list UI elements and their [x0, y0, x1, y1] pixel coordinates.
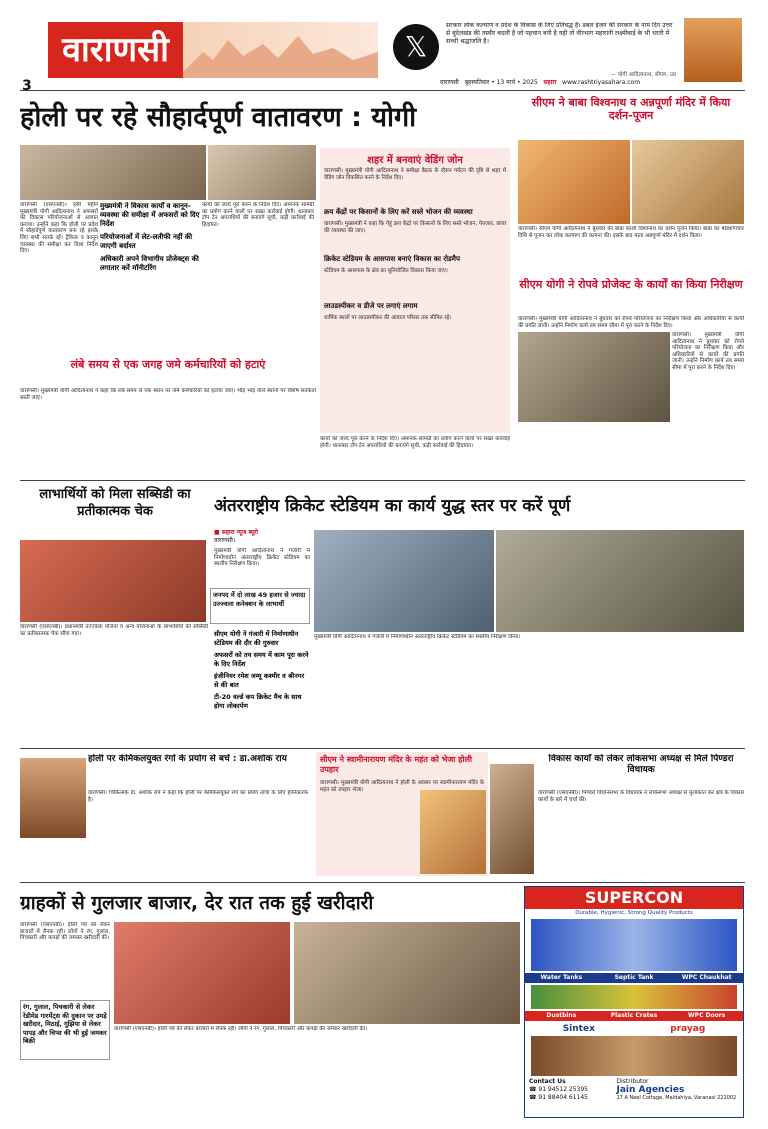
ad-address: 17 A Neel Cottage, Maldahiya, Varanasi 221002: [616, 1095, 737, 1101]
ad-dealer-name: Jain Agencies: [616, 1085, 685, 1095]
ad-item-water-tanks: Water Tanks: [525, 973, 598, 983]
section-divider-1: [20, 480, 745, 481]
lead-col1-text: वाराणसी (एसएनबी)। इसी महीने मुख्यमंत्री योगी आदित्यनाथ ने अफसरों को विकास परियोजनाओं से अवगत कराया। उन्होंने कहा कि होली पर प्रदेश में सौहार्दपूर्ण वातावरण बना रहे इसके लिए सभी सतर्क रहें। ट्रैफिक व कानून व्यवस्था की समीक्षा कर दिशा निर्देश दिए।: [20, 202, 98, 255]
ropeway-text-side: [672, 332, 744, 422]
ropeway-side-copy: वाराणसी। मुख्यमंत्री योगी आदित्यनाथ ने बुधवार को रोपवे परियोजना का निरीक्षण किया और अधिकारियों से कार्यों की प्रगति जानी। उन्होंने निर्माण कार्य तय समय सीमा में पूरा करने के निर्देश दिए।: [672, 332, 744, 371]
lead-col2: [100, 202, 200, 352]
darshan-text: वाराणसी। सीएम योगी आदित्यनाथ ने बुधवार को बाबा काशी विश्वनाथ का दर्शन पूजन किया। बाबा का षोडशोपचार विधि से पूजन कर लोक कल्याण की कामना की। इसके बाद माता अन्नपूर्णा मंदिर में दर्शन किया।: [518, 226, 744, 239]
masthead: [0, 18, 768, 90]
ad-dealer-block: [617, 1078, 740, 1102]
lead-highlight-1: मुख्यमंत्री ने विकास कार्यों व कानून-व्यवस्था की समीक्षा में अफसरों को दिए निर्देश: [100, 202, 200, 228]
stadium-point-2: अफसरों को तय समय में काम पूरा करने के दिए निर्देश: [214, 651, 309, 668]
ad-contact-block: [529, 1078, 617, 1102]
paper-name: सहारा: [543, 79, 557, 86]
subsidy-photo: [20, 540, 206, 622]
ad-contact-label: Contact Us: [529, 1078, 566, 1085]
stadium-photo-2: [496, 530, 744, 632]
ad-tagline: Durable, Hygienic, Strong Quality Products: [575, 910, 693, 916]
swaminarayan-headline: सीएम ने स्वामीनारायण मंदिर के महंत को भेजा होली उपहार: [320, 755, 472, 774]
ad-item-dustbins: Dustbins: [525, 1011, 598, 1021]
ad-item-wpc-doors: WPC Doors: [670, 1011, 743, 1021]
darshan-photo-1: [518, 140, 630, 224]
lead-subhead-employees: लंबे समय से एक जगह जमे कर्मचारियों को हटाएं: [70, 358, 266, 371]
masthead-divider: [20, 90, 745, 91]
page-number: 3: [22, 78, 32, 90]
loudspeaker-headline: लाउडस्पीकर व डीजे पर लगाएं लगाम: [324, 302, 418, 310]
wedding-text: वाराणसी। मुख्यमंत्री योगी आदित्यनाथ ने समीक्षा बैठक के दौरान पर्यटन की दृष्टि से शहर में वेडिंग जोन विकसित करने के निर्देश दिए।: [324, 168, 506, 181]
stadium-point-1: सीएम योगी ने गंजारी में निर्माणाधीन स्टेडियम की दौर की गुरुवार: [214, 630, 299, 647]
subsidy-headline: लाभार्थियों को मिला सब्सिडी का प्रतीकात्मक चेक: [39, 487, 191, 519]
ad-items-row-1: [525, 973, 743, 983]
website-link[interactable]: www.rashtriyasahara.com: [562, 79, 641, 86]
lead-col3-text: कार्यों को जल्द पूरा करने के निर्देश दिए। अमानक सामग्री का प्रयोग करने वालों पर सख्त कार्रवाई होगी। थानाबार टॉप टेन अपराधियों की बनाएंगे सूची, कड़ी कार्रवाई की हिदायत।: [202, 202, 314, 228]
stadium-headline: अंतरराष्ट्रीय क्रिकेट स्टेडियम का कार्य युद्ध स्तर पर करें पूर्ण: [214, 496, 571, 516]
ad-brand-prayag: prayag: [670, 1024, 706, 1034]
stadium-article-col: मुख्यमंत्री योगी आदित्यनाथ ने गंजारी में निर्माणाधीन अंतरराष्ट्रीय क्रिकेट स्टेडियम का स्थलीय निरीक्षण किया।: [314, 634, 521, 640]
ad-phone-2[interactable]: ☎ 91 88404 61145: [529, 1094, 589, 1101]
masthead-skyline-art: [183, 22, 378, 78]
masthead-quote: सरकार लोक कल्याण व प्रदेश के विकास के लिए प्रतिबद्ध है। डबल इंजन की सरकार के नाम दिन उत्तर से बुंदेलखंड की तस्वीर बदली है जो पहचान बनी है यही तो वीरभाग महारानी लक्ष्मीबाई के भी धरती में सच्ची श्रद्धांजलि है।: [446, 22, 673, 45]
loudspeaker-text: धार्मिक स्थलों पर लाउडस्पीकर की आवाज परिसर तक सीमित रहे।: [324, 315, 452, 321]
ad-distributor-label: Distributor: [616, 1078, 649, 1085]
ad-item-plastic-crates: Plastic Crates: [598, 1011, 671, 1021]
edition-name: वाराणसी: [440, 79, 459, 86]
ad-brands-row: [525, 1024, 743, 1034]
loksabha-text: वाराणसी (एसएनबी)। पिण्डरा विधानसभा के विधायक ने लोकसभा अध्यक्ष से मुलाकात कर क्षेत्र के विकास कार्यों के बारे में चर्चा की।: [538, 790, 744, 803]
bazaar-highlight-box: रंग, गुलाल, पिचकारी से लेकर रेडीमेड गारमेंट्स की दुकान पर उमड़े खरीदार, मिठाई, गुझिया से लेकर पापड़ और चिप्स की भी हुई जमकर बिक्री: [20, 1000, 110, 1060]
ropeway-photo: [518, 332, 670, 422]
loksabha-headline: विकास कार्यों को लेकर लोकसभा अध्यक्ष से मिले पिण्डरा विधायक: [548, 754, 734, 775]
kray-kendra-text: वाराणसी। मुख्यमंत्री ने कहा कि गेहूं क्रय केंद्रों पर किसानों के लिए सस्ते भोजन, पेयजल, छाया की व्यवस्था की जाए।: [324, 221, 506, 234]
kray-kendra-headline: क्रय केंद्रों पर किसानों के लिए करें सस्ते भोजन की व्यवस्था: [324, 208, 473, 216]
bazaar-photo-2: [294, 922, 520, 1024]
holi-chem-text: वाराणसी। चिकित्सक डा. अशोक राय ने कहा कि होली पर केमिकलयुक्त रंगों का प्रयोग त्वचा के लिए हानिकारक है।: [88, 790, 308, 803]
doctor-portrait: [20, 758, 86, 838]
supercon-ad[interactable]: [524, 886, 744, 1118]
cm-portrait: [684, 18, 742, 82]
bazaar-photo-1: [114, 922, 290, 1024]
ad-brand: SUPERCON: [525, 887, 743, 909]
lead-subhead-text: वाराणसी। मुख्यमंत्री योगी आदित्यनाथ ने कहा कि लंबे समय से एक स्थान पर जमे कर्मचारियों को हटाया जाए। भीड़ भाड़ वाले स्थानों पर विशेष सतर्कता बरती जाए।: [20, 388, 316, 401]
ad-item-septic-tank: Septic Tank: [598, 973, 671, 983]
ad-item-wpc-chaukhat: WPC Chaukhat: [670, 973, 743, 983]
swaminarayan-text: वाराणसी। मुख्यमंत्री योगी आदित्यनाथ ने होली के अवसर पर स्वामीनारायण मंदिर के महंत को उपहार भेजा।: [320, 780, 484, 793]
ad-items-row-2: [525, 1011, 743, 1021]
lead-headline: होली पर रहे सौहार्दपूर्ण वातावरण : योगी: [20, 102, 417, 133]
masthead-quote-author: — योगी आदित्यनाथ, सीएम, उप्र: [610, 72, 676, 78]
stadium-roadmap-text: स्टेडियम के आसपास के क्षेत्र का सुनियोजित विकास किया जाए।: [324, 268, 448, 274]
darshan-headline: सीएम ने बाबा विश्वनाथ व अन्नपूर्णा मंदिर में किया दर्शन-पूजन: [531, 96, 731, 122]
subsidy-box: जनपद में दो लाख 49 हजार से ज्यादा उज्ज्वला कनेक्शन के लाभार्थी: [210, 588, 310, 624]
ropeway-text-top: वाराणसी। मुख्यमंत्री योगी आदित्यनाथ ने बुधवार को रोपवे परियोजना का निरीक्षण किया और अधिकारियों से कार्यों की प्रगति जानी। उन्होंने निर्माण कार्य तय समय सीमा में पूरा करने के निर्देश दिए।: [518, 316, 744, 329]
edition-date: बृहस्पतिवार • 13 मार्च • 2025: [464, 79, 538, 86]
section-divider-2: [20, 748, 745, 749]
masthead-logo-block: [48, 22, 183, 78]
ad-products-image: [531, 919, 737, 971]
darshan-photo-2: [632, 140, 744, 224]
section-divider-3: [20, 882, 745, 883]
stadium-photo-1: [314, 530, 494, 632]
bazaar-text: वाराणसी (एसएनबी)। होली पर्व को लेकर बाजारों में रौनक रही। लोगों ने रंग, गुलाल, पिचकारी और कपड़ों की जमकर खरीदारी की।: [20, 922, 110, 942]
middle-article-text: कार्यों को जल्द पूरा करने के निर्देश दिए। अमानक सामग्री का प्रयोग करने वालों पर सख्त कार्रवाई होगी। थानाबार टॉप टेन अपराधियों की बनाएंगे सूची, कड़ी कार्रवाई की हिदायत।: [320, 436, 510, 449]
ad-brand-sintex: Sintex: [562, 1024, 595, 1034]
stadium-text: मुख्यमंत्री योगी आदित्यनाथ ने गंजारी में निर्माणाधीन अंतरराष्ट्रीय क्रिकेट स्टेडियम का स्थलीय निरीक्षण किया।: [214, 548, 310, 568]
skyline-graphic: [183, 22, 378, 78]
wedding-headline: शहर में बनवाएं वेडिंग जोन: [367, 155, 463, 166]
ad-phone-1[interactable]: ☎ 91 94512 25395: [529, 1086, 589, 1093]
edition-bar: [440, 78, 740, 88]
ad-contact-row: [525, 1078, 743, 1102]
lead-photo-meeting: [20, 145, 206, 200]
stadium-byline-name: ■ सहारा न्यूज ब्यूरो: [214, 529, 258, 536]
holi-chem-headline: होली पर केमिकलयुक्त रंगों के प्रयोग से बचें : डा.अशोक राय: [88, 754, 287, 764]
stadium-dateline: वाराणसी।: [214, 537, 236, 544]
swaminarayan-photo: [420, 790, 486, 874]
stadium-byline: [214, 528, 314, 544]
subsidy-text: वाराणसी (एसएनबी)। प्रधानमंत्री उज्ज्वला योजना व अन्य योजनाओं के लाभार्थियों को सब्सिडी का प्रतीकात्मक चेक सौंपा गया।: [20, 624, 208, 637]
stadium-point-4: टी-20 वर्ल्ड कप क्रिकेट मैच के साथ होगा लोकार्पण: [214, 693, 302, 710]
x-logo-icon: 𝕏: [393, 24, 439, 70]
lead-photo-officials: [208, 145, 316, 200]
lead-highlight-2: परियोजनाओं में लेट-लतीफी नहीं की जाएगी बर्दाश्त: [100, 233, 193, 250]
bazaar-text-cols: वाराणसी (एसएनबी)। होली पर्व को लेकर बाजारों में रौनक रही। लोगों ने रंग, गुलाल, पिचकारी और कपड़ों की जमकर खरीदारी की।: [114, 1026, 368, 1032]
loksabha-photo: [490, 764, 534, 874]
wedding-box: [320, 148, 510, 433]
lead-highlight-3: अधिकारी अपने विभागीय प्रोजेक्ट्स की लगातार करें मॉनीटरिंग: [100, 255, 199, 272]
ropeway-headline: सीएम योगी ने रोपवे प्रोजेक्ट के कार्यों का किया निरीक्षण: [519, 278, 743, 291]
stadium-point-3: इंजीनियर रमेश जम्मू कश्मीर व श्रीनगर से की बात: [214, 672, 305, 689]
stadium-points: [214, 630, 310, 710]
stadium-roadmap-headline: क्रिकेट स्टेडियम के आसपास बनाएं विकास का रोडमैप: [324, 255, 460, 263]
ad-door-images: [531, 1036, 737, 1076]
masthead-city-name: वाराणसी: [62, 30, 169, 70]
bazaar-headline: ग्राहकों से गुलजार बाजार, देर रात तक हुई खरीदारी: [20, 892, 374, 914]
ad-products-image-2: [531, 985, 737, 1009]
